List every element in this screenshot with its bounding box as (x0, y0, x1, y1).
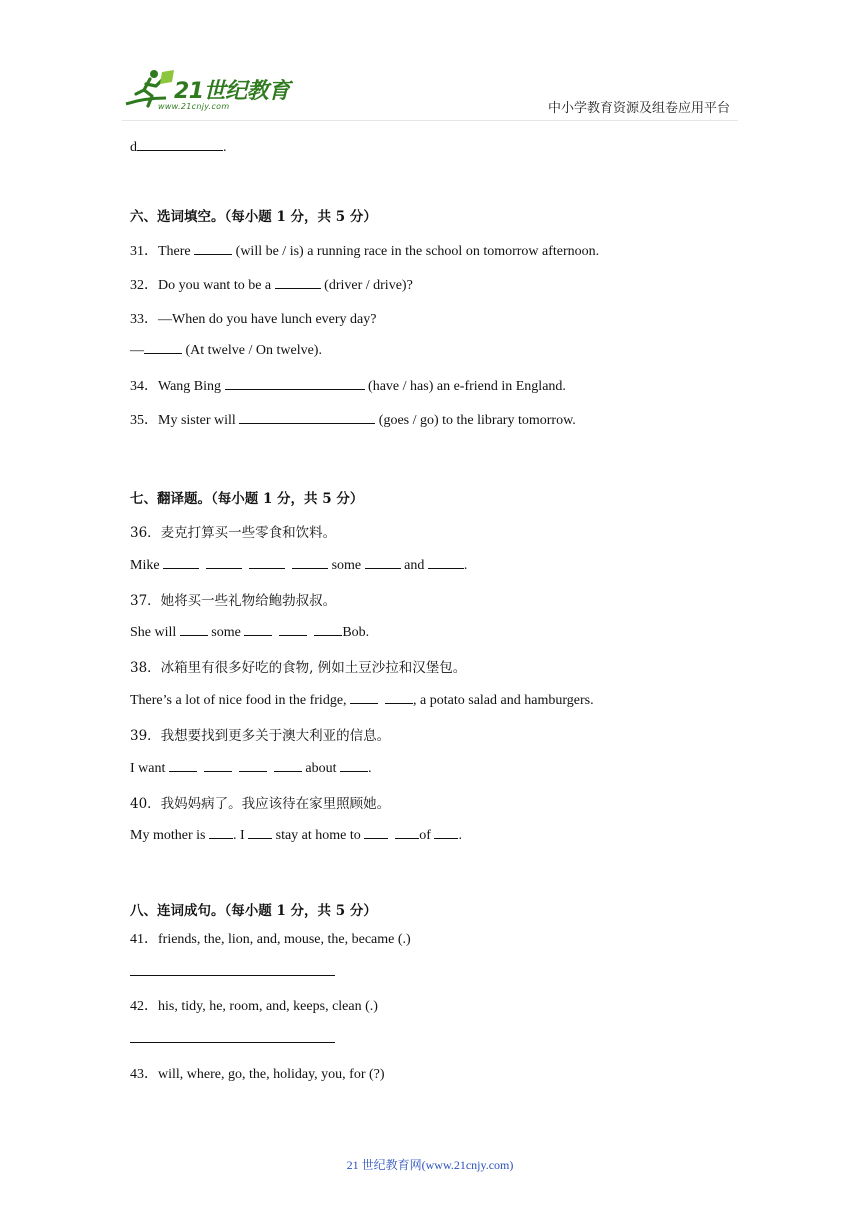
answer-blank (434, 826, 458, 839)
answer-blank (340, 759, 368, 772)
answer-blank (194, 242, 232, 255)
answer-blank (204, 759, 232, 772)
question-40: 40．我妈妈病了。我应该待在家里照顾她。 (130, 796, 391, 812)
answer-blank (249, 556, 285, 569)
answer-blank (365, 556, 401, 569)
answer-blank (163, 556, 199, 569)
continued-answer: d . (130, 140, 227, 155)
answer-blank (395, 826, 419, 839)
answer-blank (274, 759, 302, 772)
site-logo (122, 66, 292, 116)
logo-text: 21世纪教育 (174, 79, 290, 104)
question-36: 36．麦克打算买一些零食和饮料。 (130, 525, 337, 541)
question-39: 39．我想要找到更多关于澳大利亚的信息。 (130, 728, 391, 744)
answer-blank (239, 411, 375, 424)
question-43: 43．will, where, go, the, holiday, you, for (?) (130, 1067, 385, 1082)
platform-name: 中小学教育资源及组卷应用平台 (547, 100, 730, 115)
question-34: 34．Wang Bing (have / has) an e-friend in England. (130, 379, 566, 394)
question-37-answer: She will some Bob. (130, 625, 370, 640)
question-40-answer: My mother is . I stay at home to of . (130, 828, 462, 843)
page-header (0, 0, 860, 130)
answer-blank (248, 826, 272, 839)
answer-blank (279, 623, 307, 636)
header-divider (122, 120, 738, 121)
question-38-answer: There’s a lot of nice food in the fridge, , a potato salad and hamburgers. (130, 693, 594, 708)
section-title: 六、选词填空。（每小题 1 分，共 5 分） (130, 209, 377, 225)
answer-blank (225, 377, 365, 390)
answer-blank (364, 826, 388, 839)
answer-blank (292, 556, 328, 569)
answer-blank (137, 138, 223, 151)
question-32: 32．Do you want to be a (driver / drive)? (130, 278, 413, 293)
section-title: 八、连词成句。（每小题 1 分，共 5 分） (130, 903, 377, 919)
question-41: 41．friends, the, lion, and, mouse, the, became (.) (130, 932, 411, 947)
question-38: 38．冰箱里有很多好吃的食物, 例如土豆沙拉和汉堡包。 (130, 660, 467, 676)
answer-line (130, 1042, 335, 1043)
logo-url: www.21cnjy.com (158, 102, 230, 111)
question-37: 37．她将买一些礼物给鲍勃叔叔。 (130, 593, 337, 609)
answer-blank (314, 623, 342, 636)
question-39-answer: I want about . (130, 761, 372, 776)
answer-blank (209, 826, 233, 839)
answer-blank (206, 556, 242, 569)
answer-blank (350, 691, 378, 704)
question-36-answer: Mike some and . (130, 558, 468, 573)
question-42: 42．his, tidy, he, room, and, keeps, clean (.) (130, 999, 378, 1014)
question-33-answer: — (At twelve / On twelve). (130, 343, 322, 358)
answer-blank (385, 691, 413, 704)
answer-blank (275, 276, 321, 289)
question-35: 35．My sister will (goes / go) to the library tomorrow. (130, 413, 576, 428)
answer-blank (428, 556, 464, 569)
question-33: 33．—When do you have lunch every day? (130, 312, 377, 327)
answer-blank (169, 759, 197, 772)
question-31: 31．There (will be / is) a running race in the school on tomorrow afternoon. (130, 244, 600, 259)
section-title: 七、翻译题。（每小题 1 分，共 5 分） (130, 491, 364, 507)
page-footer: 21 世纪教育网(www.21cnjy.com) (346, 1158, 514, 1172)
answer-blank (244, 623, 272, 636)
answer-blank (144, 341, 182, 354)
answer-blank (180, 623, 208, 636)
answer-line (130, 975, 335, 976)
answer-blank (239, 759, 267, 772)
